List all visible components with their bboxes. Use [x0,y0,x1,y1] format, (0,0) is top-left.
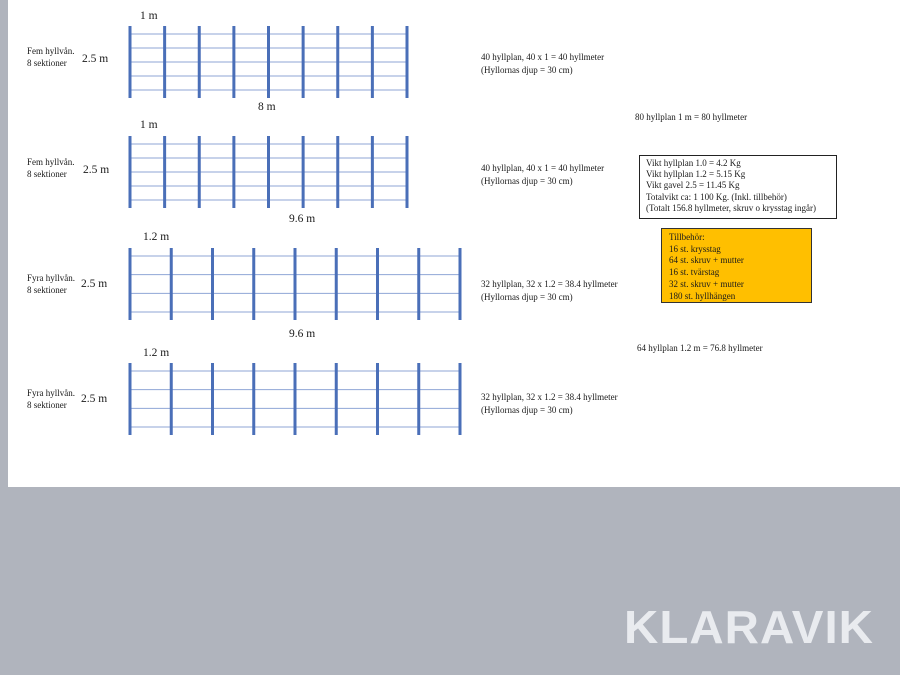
accessories-title: Tillbehör: [669,232,705,242]
total-width-label: 9.6 m [289,213,316,225]
shelf-depth-note: (Hyllornas djup = 30 cm) [481,405,573,415]
section-count-label: 8 sektioner [27,169,67,179]
section-count-label: 8 sektioner [27,400,67,410]
shelf-summary: 32 hyllplan, 32 x 1.2 = 38.4 hyllmeter [481,392,618,402]
total-width-label: 8 m [258,101,276,113]
shelf-summary: 40 hyllplan, 40 x 1 = 40 hyllmeter [481,163,605,173]
total-one-meter: 80 hyllplan 1 m = 80 hyllmeter [635,112,748,122]
weight-line: Vikt hyllplan 1.0 = 4.2 Kg [646,158,741,168]
weight-line: (Totalt 156.8 hyllmeter, skruv o krysstag ingår) [646,202,816,213]
shelf-summary: 40 hyllplan, 40 x 1 = 40 hyllmeter [481,52,605,62]
section-type-label: Fyra hyllvån. [27,388,75,398]
accessory-item: 16 st. tvärstag [669,267,720,278]
weights-box [639,155,837,219]
section-width-label: 1 m [140,119,158,131]
height-label: 2.5 m [82,53,109,65]
logo-text: KLARAVIK [624,603,874,649]
shelf-depth-note: (Hyllornas djup = 30 cm) [481,65,573,75]
rack-section [130,363,460,435]
rack-section [130,248,460,320]
total-one-two-meter: 64 hyllplan 1.2 m = 76.8 hyllmeter [637,343,763,353]
section-width-label: 1.2 m [143,347,170,359]
section-count-label: 8 sektioner [27,58,67,68]
height-label: 2.5 m [81,393,108,405]
section-count-label: 8 sektioner [27,285,67,295]
total-width-label: 9.6 m [289,328,316,340]
section-type-label: Fem hyllvån. [27,46,75,56]
height-label: 2.5 m [81,278,108,290]
shelf-depth-note: (Hyllornas djup = 30 cm) [481,292,573,302]
height-label: 2.5 m [83,164,110,176]
weight-line: Vikt gavel 2.5 = 11.45 Kg [646,180,740,191]
section-width-label: 1 m [140,10,158,22]
drawing-sheet [8,0,900,487]
accessory-item: 16 st. krysstag [669,243,721,254]
accessory-item: 32 st. skruv + mutter [669,278,744,289]
section-width-label: 1.2 m [143,231,170,243]
weight-line: Totalvikt ca: 1 100 Kg. (Inkl. tillbehör) [646,191,787,202]
rack-section [130,26,407,98]
shelf-summary: 32 hyllplan, 32 x 1.2 = 38.4 hyllmeter [481,279,618,289]
klaravik-logo [624,603,876,649]
weight-line: Vikt hyllplan 1.2 = 5.15 Kg [646,169,746,180]
accessory-item: 64 st. skruv + mutter [669,255,744,266]
section-type-label: Fem hyllvån. [27,157,75,167]
accessories-box [661,228,812,303]
shelf-depth-note: (Hyllornas djup = 30 cm) [481,176,573,186]
section-type-label: Fyra hyllvån. [27,273,75,283]
rack-section [130,136,407,208]
accessory-item: 180 st. hyllhängen [669,290,736,301]
